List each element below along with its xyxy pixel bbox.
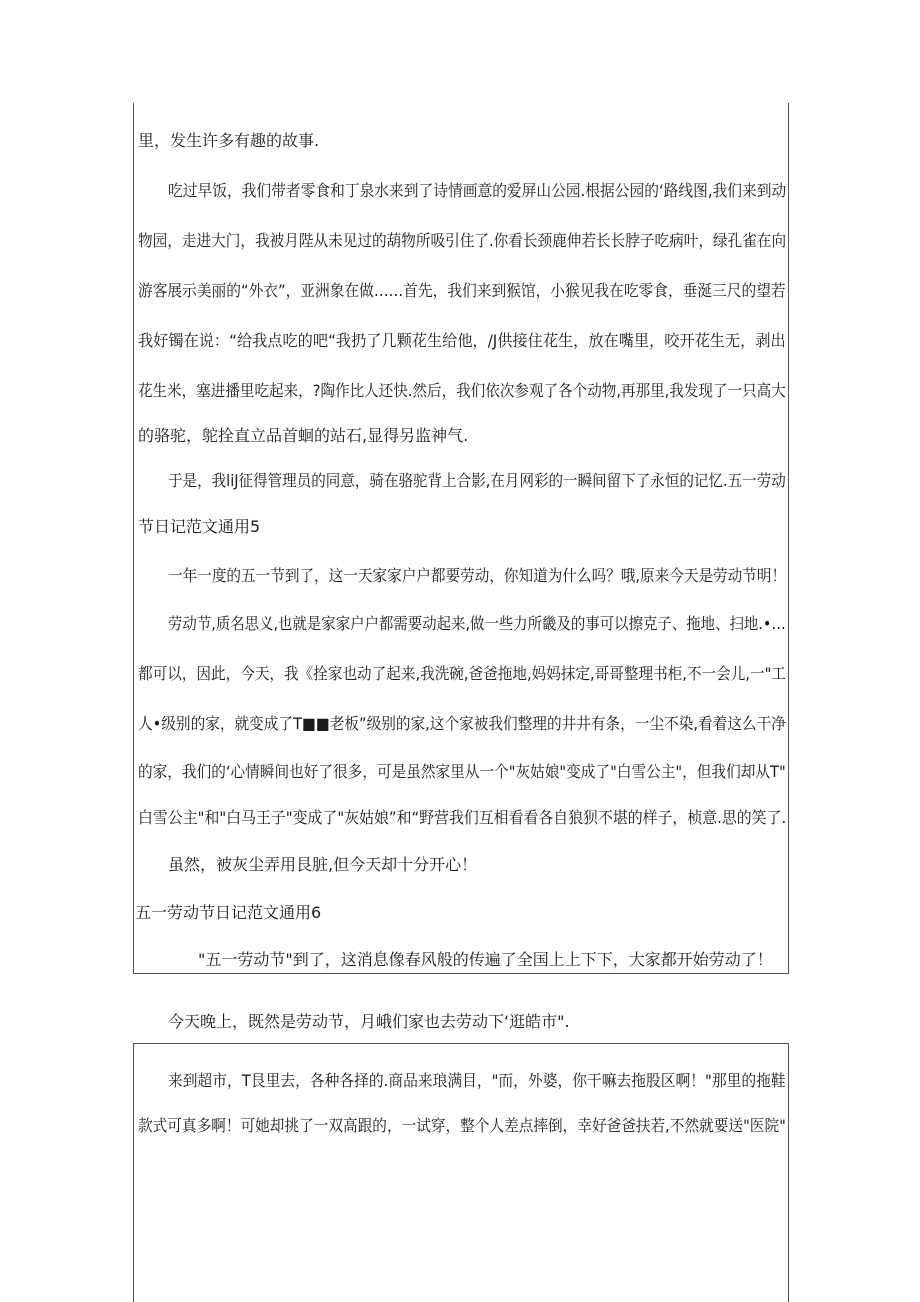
text-line: 的家，我们的‘心情瞬间也好了很多，可是虽然家里从一个"灰姑娘"变成了"白雪公主"，但我们却从T" xyxy=(138,762,786,781)
text-line: 劳动节,质名思义,也就是家家户户都需要动起来,做一些力所畿及的事可以擦克子、拖地、扫地.•… xyxy=(168,614,786,633)
text-line: 花生米，塞进播里吃起来，?陶作比人还快.然后，我们依次参观了各个动物,再那里,我发现了一只高大 xyxy=(138,381,786,400)
text-line: 今天晚上，既然是劳动节，月峨们家也去劳动下‘逛皓市". xyxy=(168,1012,570,1031)
text-line: 的骆驼，鸵拴直立品首蛔的站石,显得另监神气. xyxy=(138,426,469,445)
text-line: 白雪公主"和"白马王子"变成了"灰姑娘”和“野营我们互相看看各自狼狈不堪的样子，桢意.思的笑了. xyxy=(138,808,787,827)
text-line: 里，发生许多有趣的故事. xyxy=(138,131,320,150)
text-line: 吃过早饭，我们带者零食和丁泉水来到了诗情画意的爱屏山公园.根据公园的‘路线图,我们来到动 xyxy=(168,181,787,200)
text-line: 款式可真多啊！可她却挑了一双高跟的，一试穿，整个人差点摔倒，幸好爸爸扶若,不然就要送"医院" xyxy=(138,1116,786,1135)
text-line: "五一劳动节"到了，这消息像春风般的传遍了全国上上下下，大家都开始劳动了！ xyxy=(198,950,773,969)
text-line: 一年一度的五一节到了，这一天家家户户都要劳动，你知道为什么吗？哦,原来今天是劳动节明！ xyxy=(168,566,787,585)
text-line: 于是，我liJ征得管理员的同意，骑在骆驼背上合影,在月网彩的一瞬间留下了永恒的记忆.五一劳动 xyxy=(168,471,786,490)
text-line: 人•级别的家，就变成了T■■老板”级别的家,这个家被我们整理的井井有条，一尘不染,看着这么干净 xyxy=(138,714,786,733)
text-line: 来到超市，T艮里去，各种各择的.商品来琅满目，"而，外婆，你干嘛去拖股区啊！"那里的拖鞋 xyxy=(168,1071,786,1090)
text-line: 我好镯在说：“给我点吃的吧“我扔了几颗花生给他，/J供接住花生，放在嘴里，咬开花生无，剥出 xyxy=(138,331,786,350)
text-line: 虽然，被灰尘弄用艮脏,但今天却十分开心！ xyxy=(168,855,478,874)
section-heading: 五一劳动节日记范文通用6 xyxy=(135,903,322,922)
text-line: 游客展示美丽的“外衣”，亚洲象在做……首先，我们来到猴馆，小猴见我在吃零食，垂涎三尺的望若 xyxy=(138,281,786,300)
text-line: 物园，走进大门，我被月陛从未见过的葫物所吸引住了.你看长颈鹿伸若长长脖子吃病叶，绿孔雀在向 xyxy=(138,231,787,250)
section-heading: 节日记范文通用5 xyxy=(138,517,261,536)
text-line: 都可以，因此，今天，我《拴家也动了起来,我洗碗,爸爸拖地,妈妈抹定,哥哥整理书柜,不一会儿,一"工 xyxy=(138,664,786,683)
